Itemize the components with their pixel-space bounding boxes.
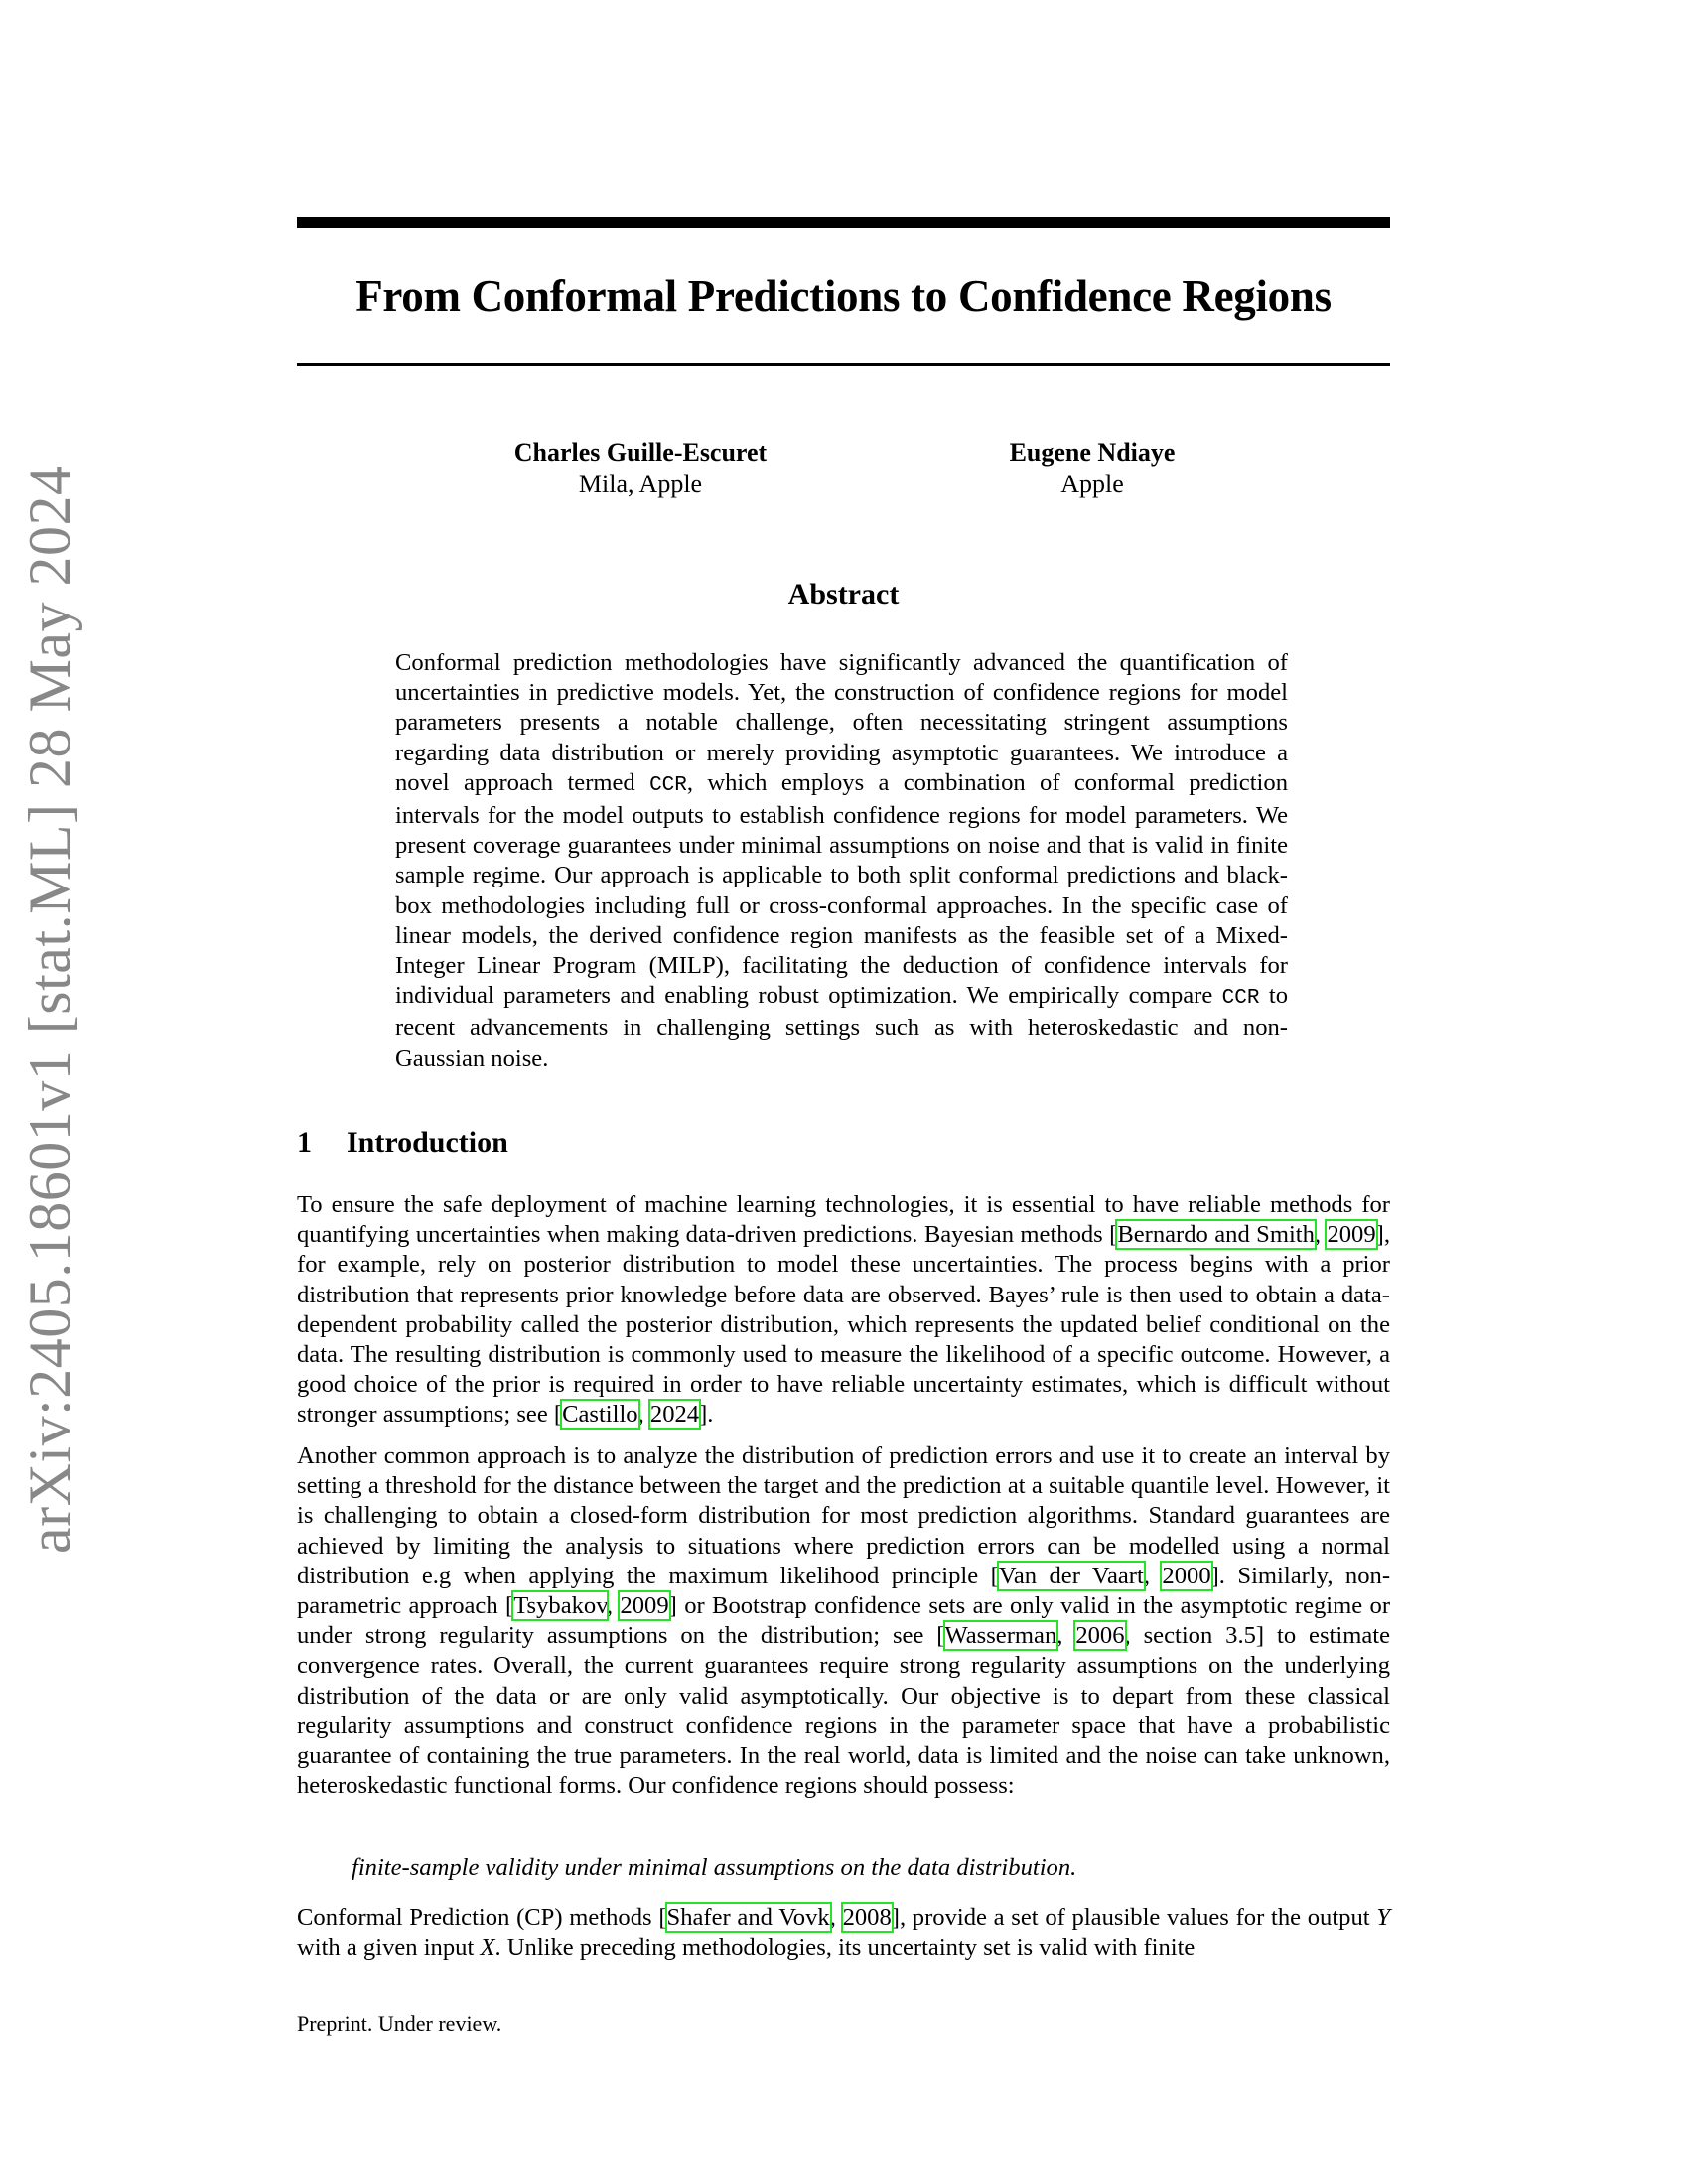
intro-paragraph-3: [297, 1903, 1390, 1963]
citation-link[interactable]: Shafer and Vovk: [666, 1904, 830, 1931]
author-affiliation: Apple: [1060, 470, 1124, 498]
title-top-rule: [297, 217, 1390, 228]
paragraph-text: To ensure the safe deployment of machine learning technologies, it is essential to have reliable methods for quantifying uncertainties when making data-driven predictions. Bayesian methods [: [297, 1191, 1390, 1249]
abstract-text: to recent advancements in challenging settings such as with heteroskedastic and non-Gaussian noise.: [395, 982, 1289, 1072]
paragraph-text: with a given input: [297, 1934, 481, 1962]
intro-paragraph-2: [297, 1441, 1390, 1801]
paragraph-text: . Unlike preceding methodologies, its uncertainty set is valid with finite: [494, 1934, 1196, 1962]
paragraph-text: Another common approach is to analyze the distribution of prediction errors and use it to create an interval by setting a threshold for the distance between the target and the prediction at a suitable quantile level. However, it is challenging to obtain a closed-form distribution for most prediction algorithms. Standard guarantees are achieved by limiting the analysis to situations where prediction errors can be modelled using a normal distribution e.g when applying the maximum likelihood principle [: [297, 1442, 1390, 1589]
section-title: Introduction: [347, 1126, 508, 1159]
citation-link[interactable]: Wasserman: [944, 1622, 1057, 1650]
intro-paragraph-1: [297, 1190, 1390, 1431]
emphasized-requirement: finite-sample validity under minimal assumptions on the data distribution.: [352, 1854, 1077, 1881]
paragraph-text: , section 3.5] to estimate convergence rates. Overall, the current guarantees require strong regularity assumptions on the underlying distribution of the data or are only valid asymptotically. Our objective is to depart from these classical regularity assumptions and construct confidence regions in the parameter space that have a probabilistic guarantee of containing the true parameters. In the real world, data is limited and the noise can take unknown, heteroskedastic functional forms. Our confidence regions should possess:: [297, 1622, 1391, 1800]
abstract-text: Conformal prediction methodologies have significantly advanced the quantification of uncertainties in predictive models. Yet, the construction of confidence regions for model parameters presents a notable challenge, often necessitating stringent assumptions regarding data distribution or merely providing asymptotic guarantees. We introduce a novel approach termed: [395, 649, 1288, 796]
abstract-body: [395, 648, 1288, 1074]
citation-link[interactable]: Bernardo and Smith: [1117, 1221, 1315, 1249]
author-name: Eugene Ndiaye: [1009, 438, 1176, 467]
page-footer-note: Preprint. Under review.: [297, 2011, 502, 2036]
section-number: 1: [297, 1126, 312, 1159]
citation-year-link[interactable]: 2000: [1162, 1562, 1211, 1589]
paragraph-text: ], for example, rely on posterior distribution to model these uncertainties. The process begins with a prior distribution that represents prior knowledge before data are observed. Bayes’ rule is then used to obtain a data-dependent probability called the posterior distribution, which represents the updated belief conditional on the data. The resulting distribution is commonly used to measure the likelihood of a specific outcome. However, a good choice of the prior is required in order to have reliable uncertainty estimates, which is difficult without stronger assumptions; see [: [297, 1221, 1390, 1429]
method-name-ccr: CCR: [649, 773, 687, 797]
citation-year-link[interactable]: 2008: [842, 1904, 892, 1931]
paper-title: From Conformal Predictions to Confidence Regions: [355, 271, 1332, 321]
citation-year-link[interactable]: 2009: [620, 1592, 669, 1620]
citation-year-link[interactable]: 2009: [1327, 1221, 1376, 1249]
citation-separator: ,: [829, 1904, 843, 1931]
paragraph-text: ], provide a set of plausible values for the output: [891, 1904, 1377, 1931]
abstract-heading: Abstract: [787, 578, 900, 611]
paragraph-text: Conformal Prediction (CP) methods [: [297, 1904, 667, 1931]
citation-year-link[interactable]: 2006: [1075, 1622, 1125, 1650]
author-affiliation: Mila, Apple: [578, 470, 703, 498]
author-block-2: [894, 437, 1291, 500]
citation-separator: ,: [1143, 1562, 1163, 1589]
author-block-1: [442, 437, 839, 500]
paragraph-text: ] or Bootstrap confidence sets are only valid in the asymptotic regime or under strong regularity assumptions on the distribution; see [: [297, 1592, 1391, 1650]
abstract-text: , which employs a combination of conformal prediction intervals for the model outputs to establish confidence regions for model parameters. We present coverage guarantees under minimal assumptions on noise and that is valid in finite sample regime. Our approach is applicable to both split conformal predictions and black-box methodologies including full or cross-conformal approaches. In the specific case of linear models, the derived confidence region manifests as the feasible set of a Mixed-Integer Linear Program (MILP), facilitating the deduction of confidence intervals for individual parameters and enabling robust optimization. We empirically compare: [395, 768, 1288, 1010]
arxiv-identifier-stamp: arXiv:2405.18601v1 [stat.ML] 28 May 2024: [17, 465, 82, 1554]
math-variable-y: Y: [1376, 1904, 1391, 1931]
citation-separator: ,: [637, 1401, 650, 1429]
citation-separator: ,: [1314, 1221, 1328, 1249]
citation-link[interactable]: Van der Vaart: [998, 1562, 1144, 1589]
paragraph-text: ]. Similarly, non-parametric approach [: [297, 1562, 1391, 1620]
citation-link[interactable]: Castillo: [562, 1401, 638, 1429]
paragraph-text: ].: [699, 1401, 714, 1429]
title-bottom-rule: [297, 363, 1390, 366]
citation-link[interactable]: Tsybakov: [513, 1592, 607, 1620]
method-name-ccr: CCR: [1221, 987, 1260, 1011]
citation-separator: ,: [1056, 1622, 1076, 1650]
citation-year-link[interactable]: 2024: [649, 1401, 700, 1429]
citation-separator: ,: [606, 1592, 621, 1620]
author-name: Charles Guille-Escuret: [513, 438, 768, 467]
math-variable-x: X: [480, 1934, 495, 1962]
section-heading-introduction: [297, 1126, 508, 1160]
